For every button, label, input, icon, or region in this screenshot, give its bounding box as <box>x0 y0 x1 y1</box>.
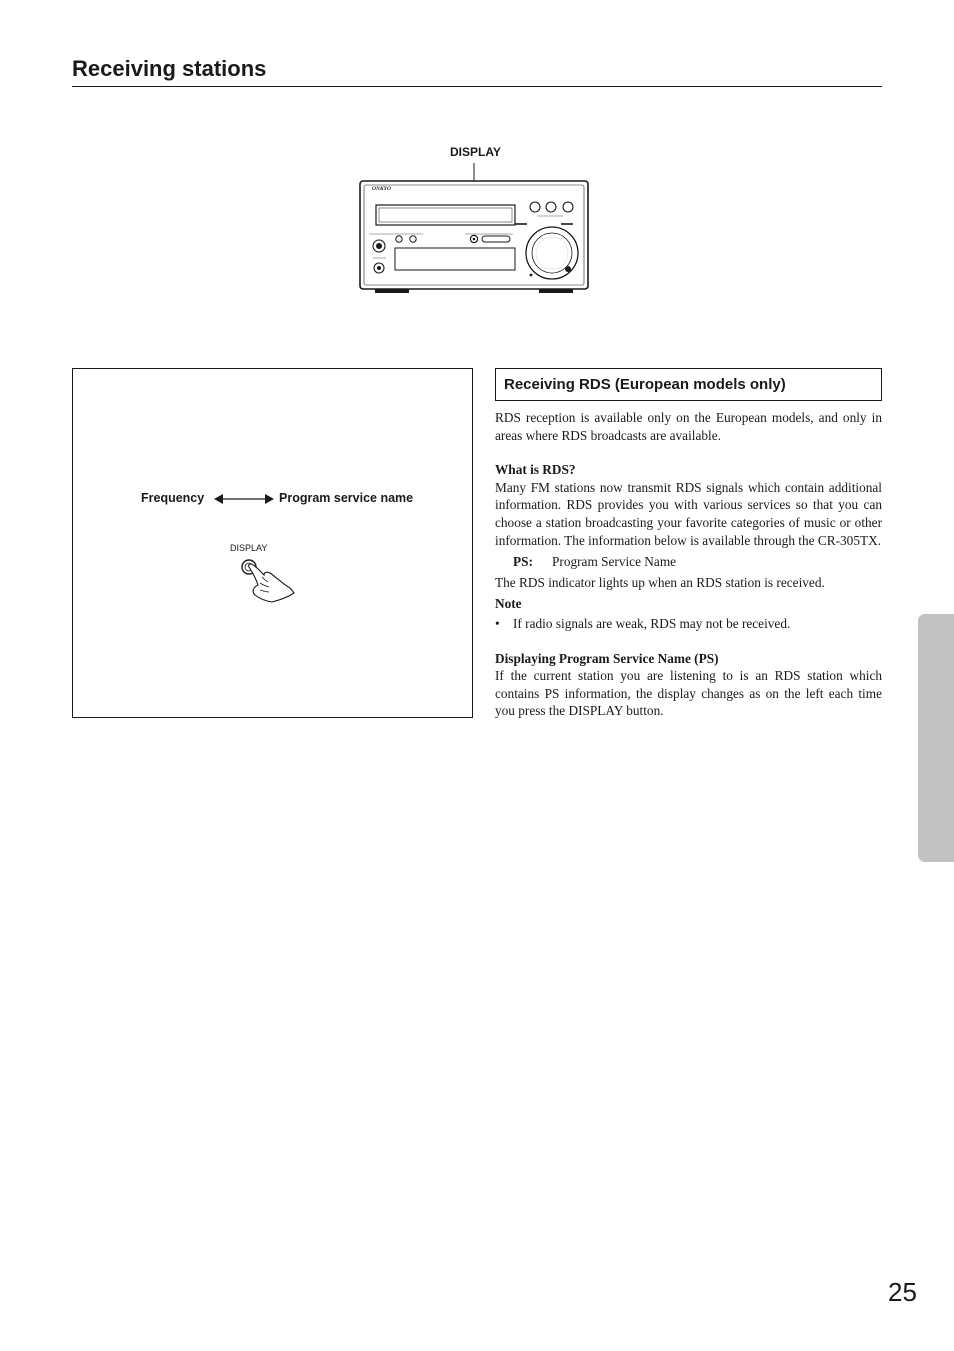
device-display-label: DISPLAY <box>450 145 501 159</box>
note-heading: Note <box>495 596 522 612</box>
page-number: 25 <box>888 1277 917 1307</box>
intro-paragraph: RDS reception is available only on the European models, and only in areas where RDS broadcasts are available. <box>495 410 882 443</box>
frequency-label: Frequency <box>141 491 205 505</box>
displaying-ps-paragraph: If the current station you are listening to is an RDS station which contains PS information, the display changes as on the left each time you press the DISPLAY button. <box>495 668 882 719</box>
ps-description: Program Service Name <box>552 554 677 570</box>
ps-term: PS: <box>513 554 533 570</box>
section-body <box>495 409 882 720</box>
ps-definition <box>495 553 882 571</box>
note-item <box>495 615 882 633</box>
display-button-label: DISPLAY <box>230 543 268 553</box>
page-title: Receiving stations <box>72 56 267 81</box>
double-arrow-icon <box>212 492 276 506</box>
display-change-diagram <box>72 368 473 718</box>
displaying-ps-heading: Displaying Program Service Name (PS) <box>495 650 719 666</box>
what-is-rds-heading: What is RDS? <box>495 462 576 478</box>
rds-indicator-paragraph: The RDS indicator lights up when an RDS station is received. <box>495 574 825 590</box>
section-heading: Receiving RDS (European models only) <box>504 376 786 393</box>
pressing-hand-icon <box>238 555 298 607</box>
note-text: If radio signals are weak, RDS may not be received. <box>513 615 791 631</box>
title-rule <box>72 86 882 87</box>
what-is-rds-paragraph: Many FM stations now transmit RDS signals which contain additional information. RDS provides you with various services so that you can choose a station broadcasting your favorite categories of music or other information. The information below is available through the CR-305TX. <box>495 479 882 548</box>
side-tab <box>918 614 954 862</box>
brand-logo: ONKYO <box>372 186 391 192</box>
device-front-panel-illustration <box>355 160 595 298</box>
program-service-name-label: Program service name <box>279 491 414 505</box>
bullet-icon: • <box>495 615 500 631</box>
